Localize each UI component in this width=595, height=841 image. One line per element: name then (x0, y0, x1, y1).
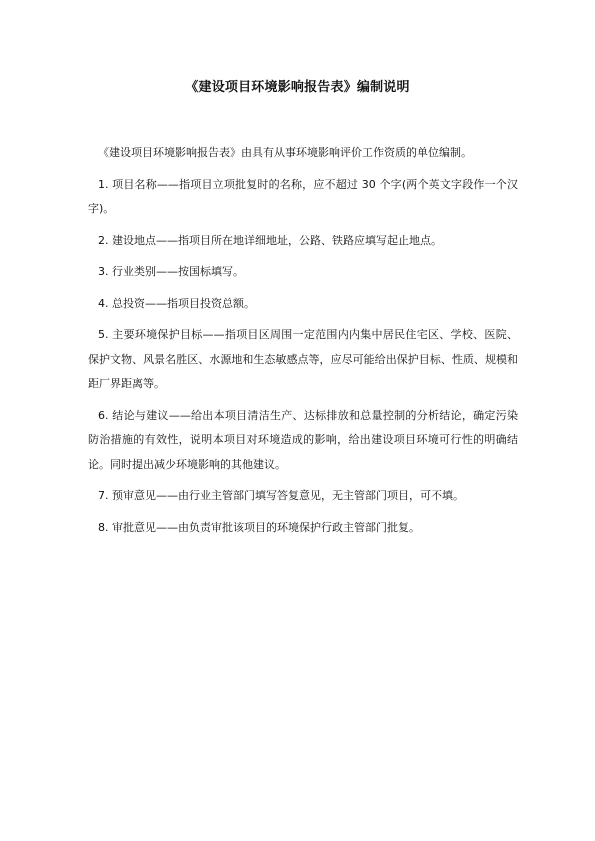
item-pre-review: 7. 预审意见——由行业主管部门填写答复意见，无主管部门项目，可不填。 (98, 489, 464, 502)
document-body (88, 141, 518, 547)
document-title: 《建设项目环境影响报告表》编制说明 (185, 80, 410, 95)
item-project-name: 1. 项目名称——指项目立项批复时的名称，应不超过 30 个字(两个英文字段作一个汉字)。 (88, 177, 518, 215)
item-construction-site: 2. 建设地点——指项目所在地详细地址，公路、铁路应填写起止地点。 (98, 233, 442, 247)
item-total-investment: 4. 总投资——指项目投资总额。 (98, 296, 255, 310)
item-conclusions: 6. 结论与建议——给出本项目清洁生产、达标排放和总量控制的分析结论，确定污染防治措施的有效性，说明本项目对环境造成的影响，给出建设项目环境可行性的明确结论。同时提出减少环境影响的其他建议。 (88, 408, 518, 471)
item-industry-category: 3. 行业类别——按国标填写。 (98, 265, 244, 278)
item-protection-targets: 5. 主要环境保护目标——指项目区周围一定范围内内集中居民住宅区、学校、医院、保护文物、风景名胜区、水源地和生态敏感点等，应尽可能给出保护目标、性质、规模和距厂界距离等。 (88, 328, 518, 390)
intro-paragraph: 《建设项目环境影响报告表》由具有从事环境影响评价工作资质的单位编制。 (98, 146, 472, 159)
item-approval: 8. 审批意见——由负责审批该项目的环境保护行政主管部门批复。 (98, 520, 420, 534)
